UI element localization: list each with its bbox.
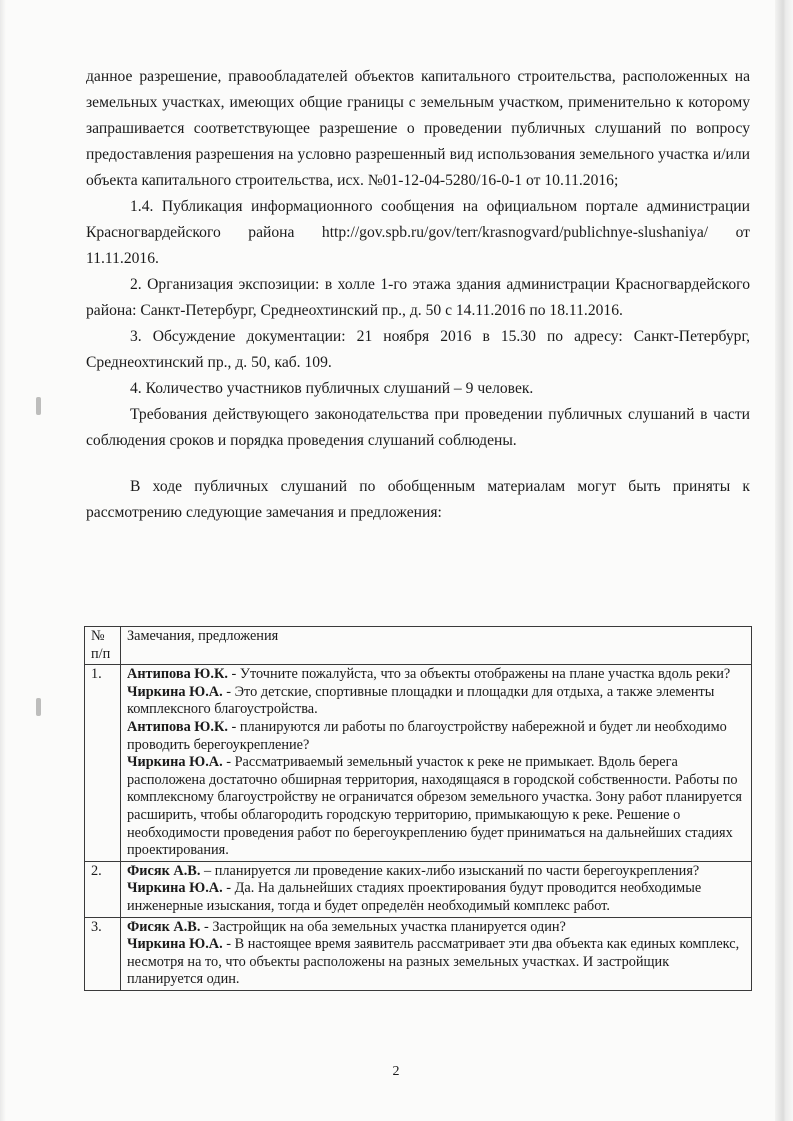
speaker-name: Фисяк А.В. [127,918,201,935]
remark-entry [127,936,746,989]
remark-entry [127,863,746,881]
remark-entry [127,666,746,684]
row-remarks [121,861,752,917]
remark-text: – планируется ли проведение каких-либо изысканий по части берегоукрепления? [200,862,700,879]
remarks-table [84,626,752,991]
remark-entry [127,919,746,937]
body-text [86,64,750,526]
remark-entry [127,754,746,860]
remark-text: - Это детские, спортивные площадки и площадки для отдыха, а также элементы комплексного благоустройства. [127,683,715,718]
header-remarks: Замечания, предложения [121,627,752,665]
paragraph-requirements: Требования действующего законодательства при проведении публичных слушаний в части соблюдения сроков и порядка проведения слушаний соблюдены. [86,406,750,449]
table-row [85,861,752,917]
paragraph-discussion: 3. Обсуждение документации: 21 ноября 2016 в 15.30 по адресу: Санкт-Петербург, Среднеохтинский пр., д. 50, каб. 109. [86,328,750,371]
table-header-row [85,627,752,665]
speaker-name: Чиркина Ю.А. [127,880,223,897]
paragraph-exposition: 2. Организация экспозиции: в холле 1-го этажа здания администрации Красногвардейского района: Санкт-Петербург, Среднеохтинский пр., д. 50 с 14.11.2016 по 18.11.2016. [86,276,750,319]
remark-text: - Застройщик на оба земельных участка планируется один? [200,918,566,935]
table-row [85,665,752,862]
remark-entry [127,684,746,719]
row-remarks [121,917,752,990]
speaker-name: Чиркина Ю.А. [127,936,223,953]
remark-text: - Рассматриваемый земельный участок к реке не примыкает. Вдоль берега расположена достаточно обширная территория, находящаяся в городской собственности. Работы по комплексному благоустройству не ограничатся обрезом земельного участка. Зону работ планируется расширить, чтобы облагородить городскую территорию, примыкающую к реке. Решение о необходимости проведения работ по берегоукреплению будет приниматься на дальнейших стадиях проектирования. [127,754,742,859]
paragraph-participants: 4. Количество участников публичных слушаний – 9 человек. [130,380,534,397]
table-row [85,917,752,990]
row-number: 3. [85,917,121,990]
remark-entry [127,880,746,915]
remark-entry [127,719,746,754]
speaker-name: Антипова Ю.К. [127,718,228,735]
binder-hole-mark [36,397,41,415]
remark-text: - Да. На дальнейших стадиях проектирования будут проводится необходимые инженерные изыскания, тогда и будет определён необходимый комплекс работ. [127,880,702,914]
remark-text: - Уточните пожалуйста, что за объекты отображены на плане участка вдоль реки? [227,666,731,683]
row-number: 2. [85,861,121,917]
header-number: № п/п [85,627,121,665]
speaker-name: Фисяк А.В. [127,862,201,879]
page-right-shadow [775,0,793,1121]
remark-text: - В настоящее время заявитель рассматривает эти два объекта как единых комплекс, несмотря на то, что объекты расположены на разных земельных участках. И застройщик планируется один. [127,936,740,988]
remark-text: - планируются ли работы по благоустройству набережной и будет ли необходимо проводить берегоукрепление? [127,718,727,753]
paragraph-permission-notice: данное разрешение, правообладателей объектов капитального строительства, расположенных на земельных участках, имеющих общие границы с земельным участком, применительно к которому запрашивается соответствующее разрешение о проведении публичных слушаний по вопросу предоставления разрешения на условно разрешенный вид использования земельного участка и/или объекта капитального строительства, исх. №01-12-04-5280/16-0-1 от 10.11.2016; [86,68,750,189]
paragraph-remarks-intro: В ходе публичных слушаний по обобщенным материалам могут быть приняты к рассмотрению следующие замечания и предложения: [86,478,750,521]
row-number: 1. [85,665,121,862]
speaker-name: Антипова Ю.К. [127,666,228,683]
speaker-name: Чиркина Ю.А. [127,754,223,771]
row-remarks [121,665,752,862]
paragraph-publication: 1.4. Публикация информационного сообщения на официальном портале администрации Красногвардейского района http://gov.spb.ru/gov/terr/krasnogvard/publichnye-slushaniya/ от 11.11.2016. [86,198,750,267]
page-left-shadow [0,0,6,1121]
binder-hole-mark [36,698,41,716]
page-number: 2 [392,1064,400,1079]
speaker-name: Чиркина Ю.А. [127,683,223,700]
